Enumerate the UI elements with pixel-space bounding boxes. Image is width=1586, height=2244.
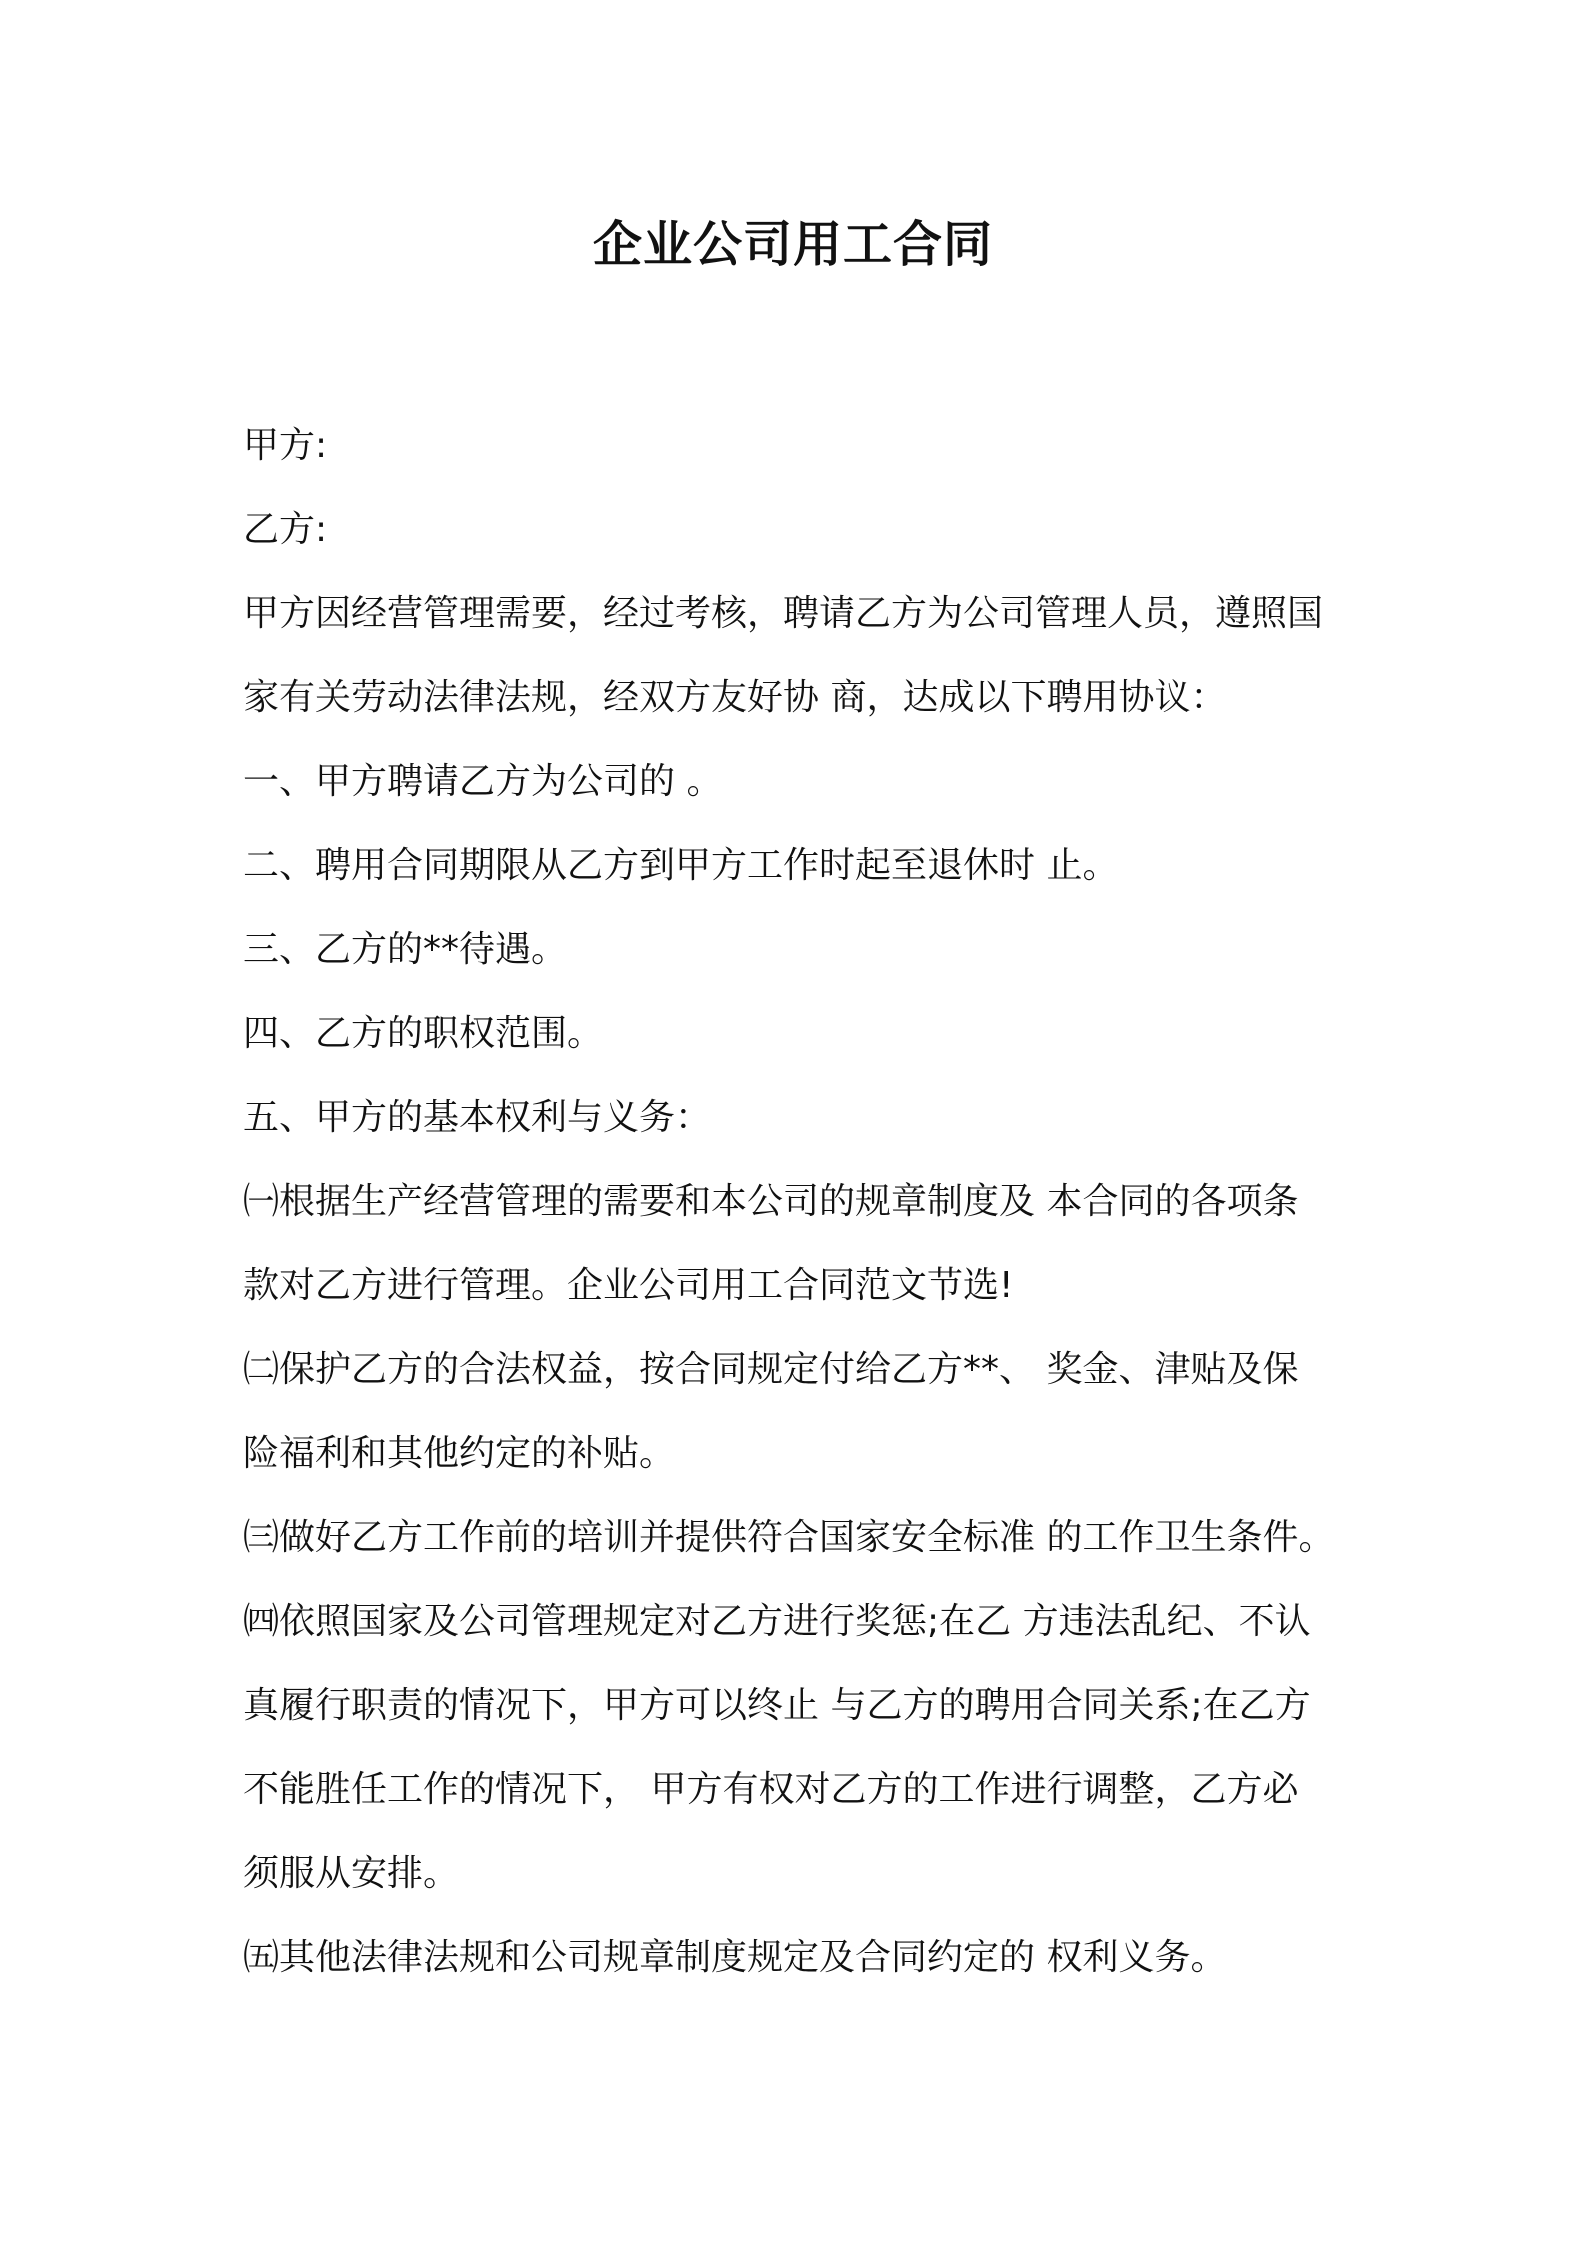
paragraph-line: 家有关劳动法律法规，经双方友好协 商，达成以下聘用协议： — [243, 677, 1227, 718]
party-b-line: 乙方: — [243, 509, 328, 550]
document-title: 企业公司用工合同 — [592, 216, 993, 273]
sub-clause-line: ㈢做好乙方工作前的培训并提供符合国家安全标准 的工作卫生条件。 — [243, 1517, 1335, 1558]
clause-line: 二、聘用合同期限从乙方到甲方工作时起至退休时 止。 — [243, 845, 1119, 886]
sub-clause-line: ㈠根据生产经营管理的需要和本公司的规章制度及 本合同的各项条 — [243, 1181, 1299, 1222]
sub-clause-line: 款对乙方进行管理。企业公司用工合同范文节选! — [243, 1265, 1014, 1306]
clause-line: 三、乙方的**待遇。 — [243, 929, 568, 970]
sub-clause-line: ㈤其他法律法规和公司规章制度规定及合同约定的 权利义务。 — [243, 1937, 1227, 1978]
clause-line: 五、甲方的基本权利与义务： — [243, 1097, 712, 1138]
sub-clause-line: 真履行职责的情况下，甲方可以终止 与乙方的聘用合同关系;在乙方 — [243, 1685, 1311, 1726]
document-body — [243, 404, 1373, 2000]
sub-clause-line: 须服从安排。 — [243, 1853, 460, 1894]
sub-clause-line: ㈡保护乙方的合法权益，按合同规定付给乙方**、 奖金、津贴及保 — [243, 1349, 1299, 1390]
clause-line: 一、甲方聘请乙方为公司的 。 — [243, 761, 723, 802]
sub-clause-line: 险福利和其他约定的补贴。 — [243, 1433, 676, 1474]
party-a-line: 甲方: — [243, 425, 328, 466]
clause-line: 四、乙方的职权范围。 — [243, 1013, 604, 1054]
sub-clause-line: 不能胜任工作的情况下， 甲方有权对乙方的工作进行调整，乙方必 — [243, 1769, 1299, 1810]
sub-clause-line: ㈣依照国家及公司管理规定对乙方进行奖惩;在乙 方违法乱纪、不认 — [243, 1601, 1311, 1642]
paragraph-line: 甲方因经营管理需要，经过考核，聘请乙方为公司管理人员，遵照国 — [243, 593, 1324, 634]
